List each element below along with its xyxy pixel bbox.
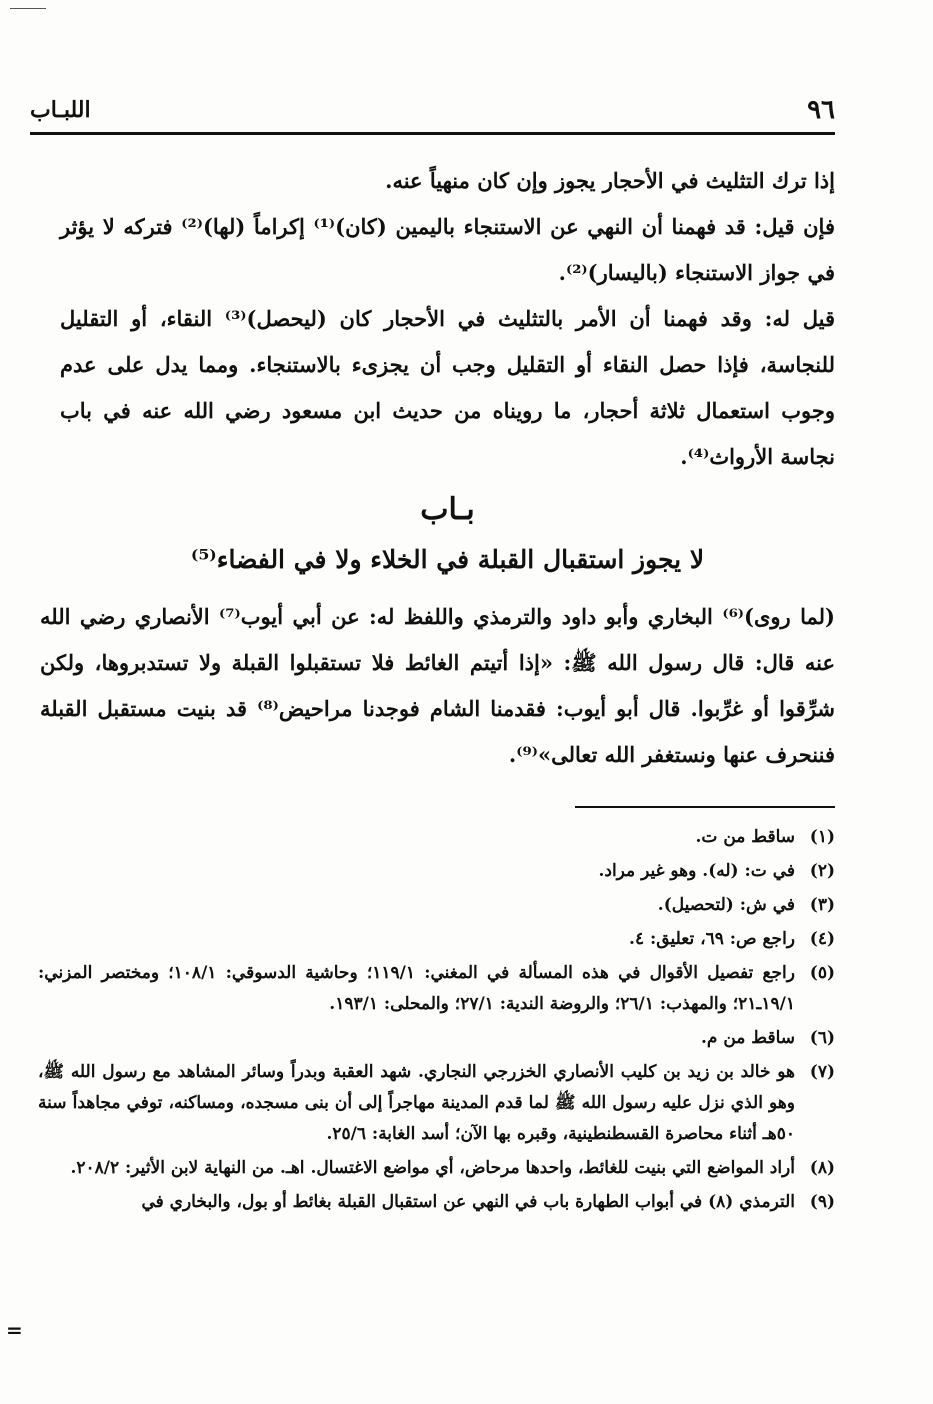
footnote-text: هو خالد بن زيد بن كليب الأنصاري الخزرجي النجاري. شهد العقبة وبدراً وسائر المشاهد مع رسول الله ﷺ، وهو الذي نزل عليه رسول الله ﷺ لما قدم المدينة مهاجراً إلى أن بنى مسجده، ومساكنه، توفي مجاهداً سنة ٥٠هـ أثناء محاصرة القسطنطينية، وقبره بها الآن؛ أسد الغابة: ٢٥/٦. [38,1062,795,1144]
footnote [38,822,835,853]
footnote-text: في ت: (له). وهو غير مراد. [598,861,795,881]
body-paragraph: قيل له: وقد فهمنا أن الأمر بالتثليث في الأحجار كان (ليحصل)⁽³⁾ النقاء، أو التقليل للنجاسة، فإذا حصل النقاء أو التقليل وجب أن يجزىء بالاستنجاء. ومما يدل على عدم وجوب استعمال ثلاثة أحجار، ما رويناه من حديث ابن مسعود رضي الله عنه في باب نجاسة الأرواث⁽⁴⁾. [60,306,835,469]
footnote [38,924,835,955]
footnote-text: ساقط من م. [700,1028,795,1048]
footnote-separator [575,806,835,808]
hadith-paragraph: (لما روى)⁽⁶⁾ البخاري وأبو داود والترمذي واللفظ له: عن أبي أيوب⁽⁷⁾ الأنصاري رضي الله عنه قال: قال رسول الله ﷺ: «إذا أتيتم الغائط فلا تستقبلوا القبلة ولا تستدبروها، ولكن شرِّقوا أو غرِّبوا. قال أبو أيوب: فقدمنا الشام فوجدنا مراحيض⁽⁸⁾ قد بنيت مستقبل القبلة فننحرف عنها ونستغفر الله تعالى»⁽⁹⁾. [40,604,836,767]
footnote-number: (٩) [809,1192,835,1212]
footnote-number: (٥) [809,963,835,983]
footnotes [38,822,835,1221]
continuation-mark: = [6,1318,23,1342]
header-rule [30,132,835,135]
footnote [38,890,835,921]
body-paragraph: فإن قيل: قد فهمنا أن النهي عن الاستنجاء باليمين (كان)⁽¹⁾ إكراماً (لها)⁽²⁾ فتركه لا يؤثر في جواز الاستنجاء (باليسار)⁽²⁾. [60,214,835,285]
running-title: اللبـاب [30,97,91,123]
body-paragraph: إذا ترك التثليث في الأحجار يجوز وإن كان منهياً عنه. [385,168,835,193]
page-header [30,92,835,128]
footnote-text: الترمذي (٨) في أبواب الطهارة باب في النهي عن استقبال القبلة بغائط أو بول، والبخاري في [141,1192,795,1212]
footnote-text: في ش: (لتحصيل). [657,895,795,915]
footnote [38,1187,835,1218]
footnote-number: (١) [809,827,835,847]
hadith-text [40,594,835,778]
footnote-text: ساقط من ت. [695,827,795,847]
chapter-title: لا يجوز استقبال القبلة في الخلاء ولا في الفضاء⁽⁵⁾ [190,545,705,574]
footnote-text: راجع ص: ٦٩، تعليق: ٤. [629,929,795,949]
body-text [60,158,835,480]
bab-heading: بـاب [420,492,475,527]
footnote-number: (٦) [809,1028,835,1048]
page-number: ٩٦ [807,95,835,125]
footnote-number: (٣) [809,895,835,915]
footnote-text: أراد المواضع التي بنيت للغائط، واحدها مرحاض، أي مواضع الاغتسال. اهـ. من النهاية لابن الأثير: ٢٠٨/٢. [70,1158,795,1178]
footnote-number: (٧) [809,1062,835,1082]
footnote-text: راجع تفصيل الأقوال في هذه المسألة في المغني: ١١٩/١؛ وحاشية الدسوقي: ١٠٨/١؛ ومختصر المزني: ١٩/١ـ٢١؛ والمهذب: ٢٦/١؛ والروضة الندية: ٢٧/١؛ والمحلى: ١٩٣/١. [38,963,795,1014]
footnote [38,1153,835,1184]
footnote [38,856,835,887]
scan-mark [10,8,46,9]
footnote [38,1023,835,1054]
footnote-number: (٤) [809,929,835,949]
footnote [38,958,835,1020]
footnote-number: (٨) [809,1158,835,1178]
footnote [38,1057,835,1150]
footnote-number: (٢) [809,861,835,881]
